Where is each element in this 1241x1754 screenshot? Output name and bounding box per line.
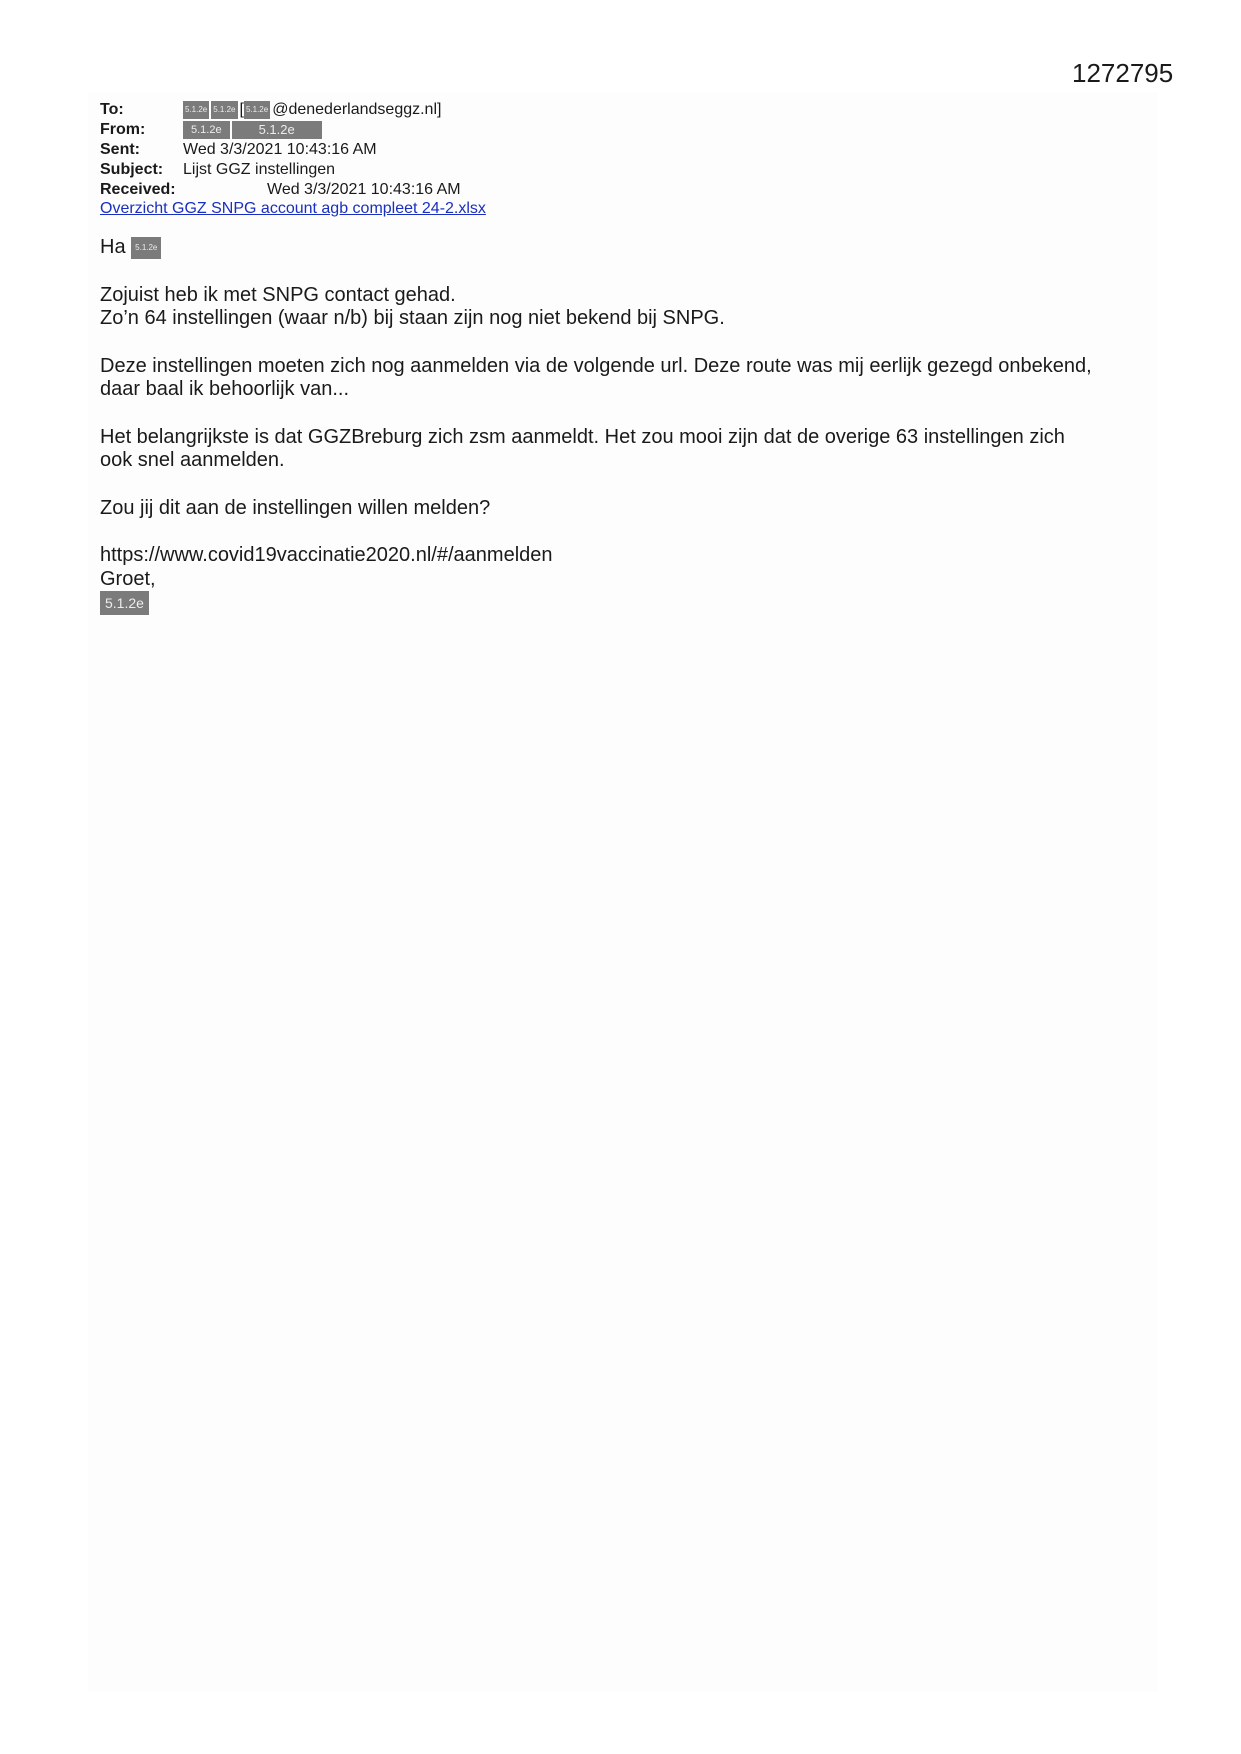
closing: Groet, bbox=[100, 567, 156, 590]
redaction-block: 5.1.2e bbox=[244, 101, 270, 119]
signature bbox=[100, 591, 1160, 615]
to-value bbox=[183, 100, 441, 120]
received-label: Received: bbox=[100, 181, 176, 198]
paragraph-3-line-2: ook snel aanmelden. bbox=[100, 449, 285, 471]
paragraph-1-line-1: Zojuist heb ik met SNPG contact gehad. bbox=[100, 283, 456, 306]
paragraph-3-line-1: Het belangrijkste is dat GGZBreburg zich zsm aanmeldt. Het zou mooi zijn dat de overige 63 instellingen zich bbox=[100, 425, 1065, 448]
sent-value: Wed 3/3/2021 10:43:16 AM bbox=[183, 141, 377, 158]
redaction-block: 5.1.2e bbox=[232, 121, 322, 139]
from-label: From: bbox=[100, 121, 146, 138]
received-value: Wed 3/3/2021 10:43:16 AM bbox=[267, 181, 461, 198]
subject-label: Subject: bbox=[100, 161, 164, 178]
redaction-block: 5.1.2e bbox=[131, 237, 161, 259]
attachment-link[interactable]: Overzicht GGZ SNPG account agb compleet 24-2.xlsx bbox=[100, 200, 486, 217]
subject-value: Lijst GGZ instellingen bbox=[183, 161, 336, 178]
greeting bbox=[100, 236, 1160, 260]
document-number: 1272795 bbox=[1072, 58, 1174, 88]
paragraph-2-line-2: daar baal ik behoorlijk van... bbox=[100, 378, 350, 400]
paragraph-1-line-2: Zo’n 64 instellingen (waar n/b) bij staan zijn nog niet bekend bij SNPG. bbox=[100, 307, 725, 329]
sent-label: Sent: bbox=[100, 141, 140, 158]
redaction-block: 5.1.2e bbox=[183, 121, 230, 139]
greeting-text: Ha bbox=[100, 236, 126, 258]
to-domain: @denederlandseggz.nl] bbox=[272, 101, 442, 118]
email-body bbox=[100, 236, 1160, 615]
to-bracket: [ bbox=[239, 101, 244, 118]
redaction-block: 5.1.2e bbox=[211, 101, 237, 119]
redaction-block: 5.1.2e bbox=[100, 591, 149, 615]
to-label: To: bbox=[100, 101, 124, 118]
paragraph-4: Zou jij dit aan de instellingen willen melden? bbox=[100, 496, 491, 519]
paragraph-2-line-1: Deze instellingen moeten zich nog aanmelden via de volgende url. Deze route was mij eerlijk gezegd onbekend, bbox=[100, 354, 1092, 377]
registration-url: https://www.covid19vaccinatie2020.nl/#/aanmelden bbox=[100, 544, 553, 566]
from-value bbox=[183, 120, 322, 140]
redaction-block: 5.1.2e bbox=[183, 101, 209, 119]
